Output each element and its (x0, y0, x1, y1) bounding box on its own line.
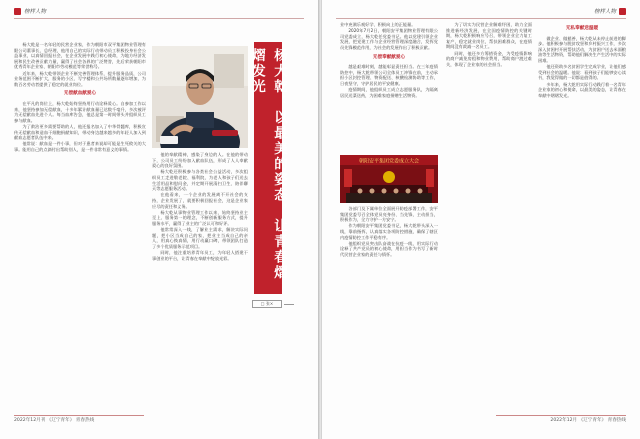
right-page-footer: 2022年12月 《辽宁青年》 青春热线 (550, 418, 626, 423)
paragraph: 2020年7月2日，朝阳安平集团物业管理有限公司党委成立，杨大乾任党委书记。他以党建引领企业发展，把党建工作与企业经营管理深度融合，发挥党员先锋模范作用，为社会的发展作出了积极贡献。 (340, 28, 438, 50)
right-page (322, 0, 640, 439)
footer-divider (14, 415, 144, 416)
left-column-2 (152, 152, 248, 408)
paragraph: 在他看来，一个企业的发展离不开社会的支持，企业发展了，就要积极回报社会，这是企业家应尽的责任和义务。 (152, 192, 248, 209)
right-column-1-bottom (340, 206, 438, 408)
header-divider (14, 18, 304, 19)
left-page (0, 0, 318, 439)
paragraph: 同时，他注重培养青年员工，为年轻人搭建干事创业的平台，让青春在奉献中绽放光彩。 (152, 250, 248, 261)
article-title-band (249, 42, 287, 294)
paragraph: 同时，他还多方筹措资金，为受疫情影响的商户减免房租和物业费用，帮助商户渡过难关，体现了企业家的社会担当。 (446, 50, 532, 67)
right-header-text: 榜样人物 (593, 9, 616, 15)
byline-rule (284, 304, 294, 305)
left-column-1 (14, 42, 146, 408)
paragraph: 他还资助多名贫困学生完成学业，让他们感受到社会的温暖。他说：看到孩子们能够安心读书，我觉得做的一切都是值得的。 (538, 64, 626, 81)
meeting-illustration (340, 155, 438, 203)
paragraph: 他常说：献血是一件小事，但对于患者来说却可能是生死攸关的大事。能用自己的点滴付出帮助别人，是一件非常有意义的事情。 (14, 141, 146, 152)
left-page-footer: 2022年12月刊 《辽宁青年》 青春热线 (14, 418, 95, 423)
paragraph: 业中充满乐观好学、积极向上的正能量。 (340, 22, 416, 27)
meeting-photo (340, 155, 438, 203)
paragraph: 他的奉献精神，感染了身边的人。在他的带动下，公司员工纷纷加入献血队伍，形成了人人奉献爱心的良好氛围。 (152, 152, 248, 169)
author-byline: □ 张× (252, 300, 282, 308)
photo-banner-text: 朝阳安平集团党委成立大会 (358, 158, 420, 165)
right-page-header (594, 6, 626, 16)
paragraph: 为了救治更多需要帮助的人，他还报名加入了中华骨髓库，积极宣传无偿献血和造血干细胞捐献知识，带动身边越来越多的年轻人加入到献血志愿者队伍中来。 (14, 123, 146, 141)
right-column-3 (538, 22, 626, 408)
paragraph: 多年来，杨大乾用实际行动践行着一名青年企业家的初心和使命，以最美的姿态，让青春在奉献中熠熠发光。 (538, 81, 626, 98)
paragraph: 近年来，杨大乾带领企业不断完善管理体系，提升服务品质，公司业务范围不断扩大，服务的小区、写字楼和公共场所数量逐年增加，为数百名劳动者提供了稳定的就业岗位。 (14, 70, 146, 87)
paragraph: 他常常深入一线，了解业主需求，解决实际问题，把小区当成自己的家，把业主当成自己的亲人，用真心换真情，用行动赢口碑，带领团队打造了多个优质服务示范项目。 (152, 227, 248, 249)
paragraph: 作为朝阳安平集团党委书记，杨大乾带头深入一线，靠前指挥，认真落实各项防控措施，确保了辖区内疫情防控工作平稳有序。 (340, 223, 438, 240)
subheading: 无偿奉献献爱心 (372, 54, 406, 60)
paragraph: 越是艰难时刻，越能彰显责任担当。在三年疫情防控中，杨大乾带领公司全体员工冲锋在前，主动承担小区封控管理、物资配送、核酸检测协助等工作，日夜坚守，守护居民的平安健康。 (340, 64, 438, 86)
left-page-header (14, 6, 46, 16)
paragraph: 他组织党员突击队奋战在抗疫一线，用实际行动诠释了共产党员的初心使命，用担当作为书写了新时代民营企业家的责任与情怀。 (340, 240, 438, 257)
paragraph: 杨大乾还积极参与各类社会公益活动，多次组织员工走进敬老院、福利院，为老人和孩子们送去生活用品和慰问金，并定期开展清扫卫生、陪伴聊天等志愿服务活动。 (152, 169, 248, 192)
right-column-2 (446, 22, 532, 408)
portrait-photo (152, 46, 248, 148)
paragraph: 杨大乾是一名年轻的民营企业家，作为朝阳市双平集团物业管理有限公司董事长，总经理，他用自己的实际行动带动员工积极投身社会公益事业，以真情回报社会，在企业发展中践行初心使命，为地方经济发展和民生改善贡献力量，赢得了社会各界的广泛赞誉，先后荣获朝阳市优秀青年企业家、朝阳市劳动模范等荣誉称号。 (14, 42, 146, 70)
paragraph: 在平凡的岗位上，杨大乾始终坚持用行动诠释爱心。自参加工作以来，他坚持参加无偿献血，十多年累计献血量已达数千毫升，多次被评为无偿献血先进个人。每当血库告急，他总是第一时间带头并组织员工参与献血。 (14, 100, 146, 123)
subheading: 无私奉献送温暖 (565, 26, 599, 31)
portrait-illustration (152, 46, 248, 148)
paragraph: 各部门及下属单位全面展开防疫部署工作，安平集团党委号召全体党员亮身份、当先锋，主动担当，积极作为，全力守护一方安宁。 (340, 206, 438, 223)
section-marker-icon (619, 8, 626, 15)
paragraph: 杨大乾从事物业管理工作以来，始终坚持业主至上、服务第一的理念，不断创新服务方式，提升服务水平，赢得了业主的广泛认可和好评。 (152, 209, 248, 226)
paragraph: 为了切实为民营企业解难纾困，助力全面推进新经济发展，在全国疫情防控的关键时期，杨大乾积极响应号召，带领企业全力复工复产，稳定就业岗位，帮扶困难群众，在疫情期间没有裁减一名员工。 (446, 22, 532, 50)
header-divider (336, 18, 626, 19)
article-title: 杨大乾：以最美的姿态，让青春熠熠发光 (249, 48, 287, 281)
subheading: 无偿献血献爱心 (63, 91, 97, 97)
left-header-text: 榜样人物 (24, 9, 47, 15)
footer-divider (496, 415, 626, 416)
paragraph: 做企业、做慈善，杨大乾从未停止前进的脚步。他积极参与脱贫攻坚和乡村振兴工作，多次深入贫困村开展帮扶活动，为贫困户送去米面粮油等生活物资，帮助他们解决生产生活中的实际困难。 (538, 35, 626, 63)
paragraph: 疫情期间，他组织员工成立志愿服务队，为隔离居民送菜送药，为困难家庭捐赠生活物资。 (340, 87, 438, 98)
section-marker-icon (14, 8, 21, 15)
right-column-1-top (340, 22, 438, 152)
